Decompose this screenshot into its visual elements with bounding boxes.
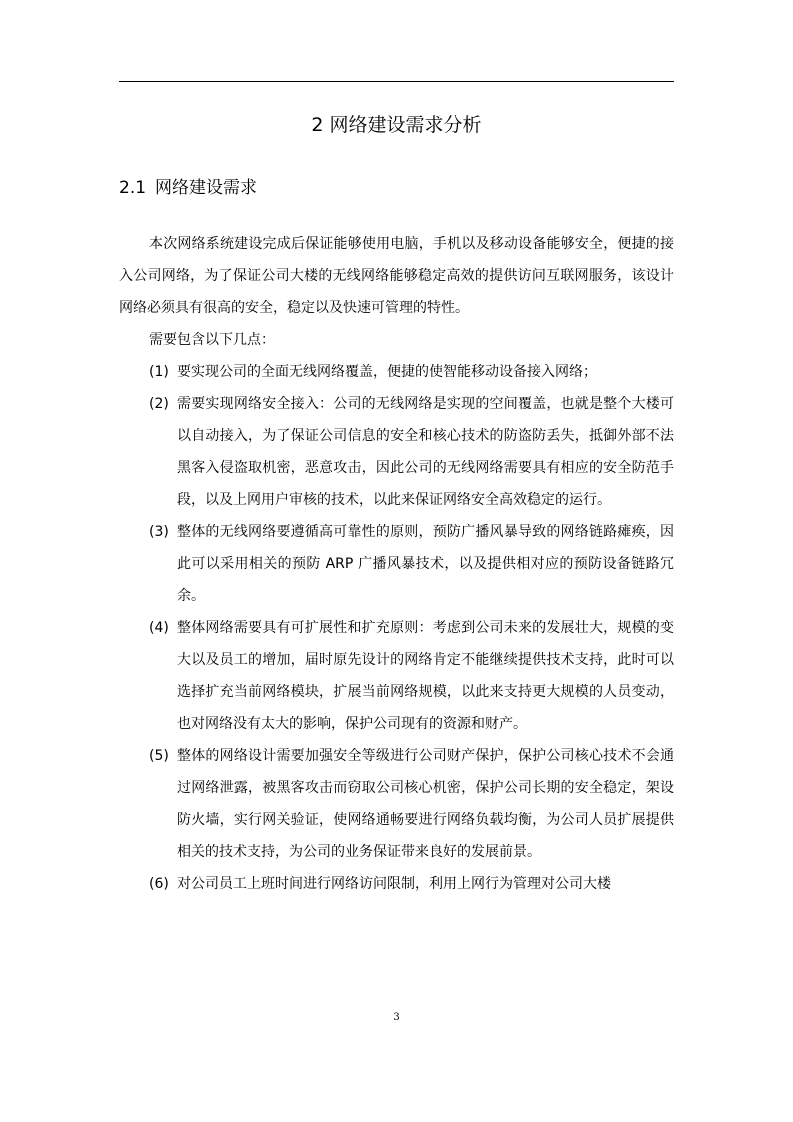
list-item-marker: (1) [149,364,169,380]
list-item [119,388,674,516]
list-item [119,868,674,900]
list-item-text: 对公司员工上班时间进行网络访问限制，利用上网行为管理对公司大楼 [177,876,611,892]
list-item-text: 整体网络需要具有可扩展性和扩充原则：考虑到公司未来的发展壮大，规模的变大以及员工的增加，届时原先设计的网络肯定不能继续提供技术支持，此时可以选择扩充当前网络模块，扩展当前网络规模，以此来支持更大规模的人员变动，也对网络没有太大的影响，保护公司现有的资源和财产。 [177,620,674,732]
list-item-marker: (2) [149,396,169,412]
intro-paragraph: 本次网络系统建设完成后保证能够使用电脑，手机以及移动设备能够安全，便捷的接入公司网络，为了保证公司大楼的无线网络能够稳定高效的提供访问互联网服务，该设计网络必须具有很高的安全，稳定以及快速可管理的特性。 [119,236,674,316]
section-heading [119,175,674,201]
list-item [119,612,674,740]
section-number: 2.1 [119,178,147,198]
chapter-title: 2 网络建设需求分析 [311,114,482,136]
list-item-text: 要实现公司的全面无线网络覆盖，便捷的使智能移动设备接入网络； [177,364,597,380]
list-item-marker: (5) [149,748,169,764]
requirements-list [119,356,674,900]
list-item-marker: (6) [149,876,169,892]
section-title: 网络建设需求 [155,178,258,198]
document-body [119,228,674,900]
list-item [119,516,674,612]
page-number: 3 [393,1012,400,1023]
list-item-text: 整体的无线网络要遵循高可靠性的原则，预防广播风暴导致的网络链路瘫痪，因此可以采用相关的预防 ARP 广播风暴技术，以及提供相对应的预防设备链路冗余。 [177,524,674,604]
list-item [119,356,674,388]
list-intro: 需要包含以下几点： [149,332,275,348]
list-item-marker: (3) [149,524,169,540]
list-item [119,740,674,868]
list-item-marker: (4) [149,620,169,636]
header-rule [119,81,674,82]
list-item-text: 整体的网络设计需要加强安全等级进行公司财产保护，保护公司核心技术不会通过网络泄露，被黑客攻击而窃取公司核心机密，保护公司长期的安全稳定，架设防火墙，实行网关验证，使网络通畅要进行网络负载均衡，为公司人员扩展提供相关的技术支持，为公司的业务保证带来良好的发展前景。 [177,748,674,860]
list-item-text: 需要实现网络安全接入：公司的无线网络是实现的空间覆盖，也就是整个大楼可以自动接入，为了保证公司信息的安全和核心技术的防盗防丢失，抵御外部不法黑客入侵盗取机密，恶意攻击，因此公司的无线网络需要具有相应的安全防范手段，以及上网用户审核的技术，以此来保证网络安全高效稳定的运行。 [177,396,674,508]
